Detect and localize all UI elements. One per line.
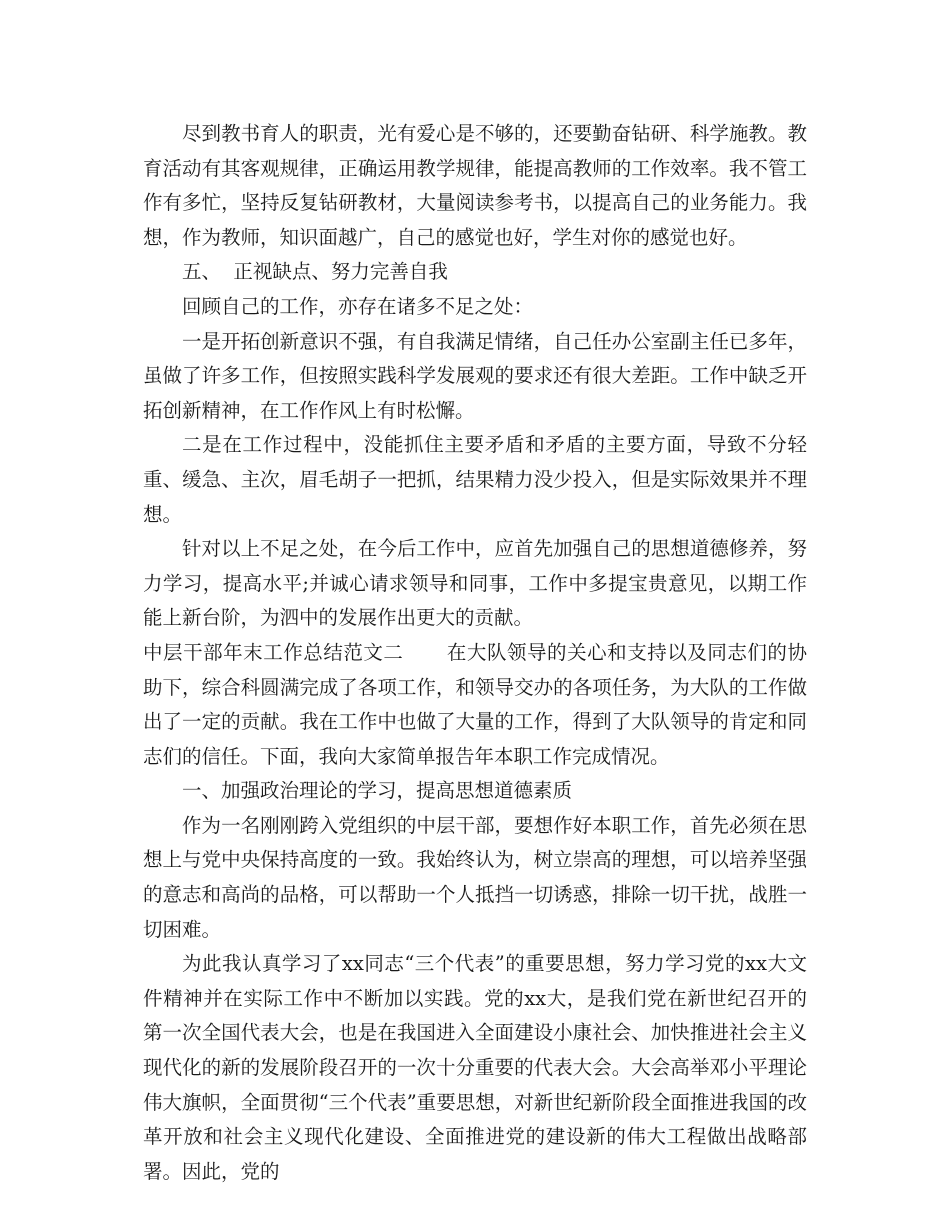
section-heading-five: 五、 正视缺点、努力完善自我 [182,260,448,284]
essay-two-intro: 在大队领导的关心和支持以及同志们的协助下，综合科圆满完成了各项工作，和领导交办的各项任务，为大队的工作做出了一定的贡献。我在工作中也做了大量的工作，得到了大队领导的肯定和同志们的信任。下面，我向大家简单报告年本职工作完成情况。 [143,640,807,768]
paragraph-party-alignment: 作为一名刚刚跨入党组织的中层干部，要想作好本职工作，首先必须在思想上与党中央保持高度的一致。我始终认为，树立崇高的理想，可以培养坚强的意志和高尚的品格，可以帮助一个人抵挡一切诱惑，排除一切干扰，战胜一切困难。 [143,813,807,941]
document-page [143,117,807,1189]
paragraph-shortcoming-two: 二是在工作过程中，没能抓住主要矛盾和矛盾的主要方面，导致不分轻重、缓急、主次，眉毛胡子一把抓，结果精力没少投入，但是实际效果并不理想。 [143,433,807,526]
paragraph-shortcoming-one: 一是开拓创新意识不强，有自我满足情绪，自己任办公室副主任已多年，虽做了许多工作，但按照实践科学发展观的要求还有很大差距。工作中缺乏开拓创新精神，在工作作风上有时松懈。 [143,329,807,422]
paragraph-essay-two [143,636,807,774]
paragraph-improvement-plan: 针对以上不足之处，在今后工作中，应首先加强自己的思想道德修养，努力学习，提高水平;并诚心请求领导和同事，工作中多提宝贵意见，以期工作能上新台阶，为泗中的发展作出更大的贡献。 [143,537,807,630]
paragraph-study-congress: 为此我认真学习了xx同志“三个代表”的重要思想，努力学习党的xx大文件精神并在实际工作中不断加以实践。党的xx大，是我们党在新世纪召开的第一次全国代表大会，也是在我国进入全面建设小康社会、加快推进社会主义现代化的新的发展阶段召开的一次十分重要的代表大会。大会高举邓小平理论伟大旗帜，全面贯彻“三个代表”重要思想，对新世纪新阶段全面推进我国的改革开放和社会主义现代化建设、全面推进党的建设新的伟大工程做出战略部署。因此，党的 [143,952,807,1183]
section-heading-one: 一、加强政治理论的学习，提高思想道德素质 [182,779,573,803]
essay-two-title: 中层干部年末工作总结范文二 [143,640,404,664]
paragraph-review-intro: 回顾自己的工作，亦存在诸多不足之处： [182,294,534,318]
paragraph-duties: 尽到教书育人的职责，光有爱心是不够的，还要勤奋钻研、科学施教。教育活动有其客观规律，正确运用教学规律，能提高教师的工作效率。我不管工作有多忙，坚持反复钻研教材，大量阅读参考书，以提高自己的业务能力。我想，作为教师，知识面越广，自己的感觉也好，学生对你的感觉也好。 [143,122,807,249]
